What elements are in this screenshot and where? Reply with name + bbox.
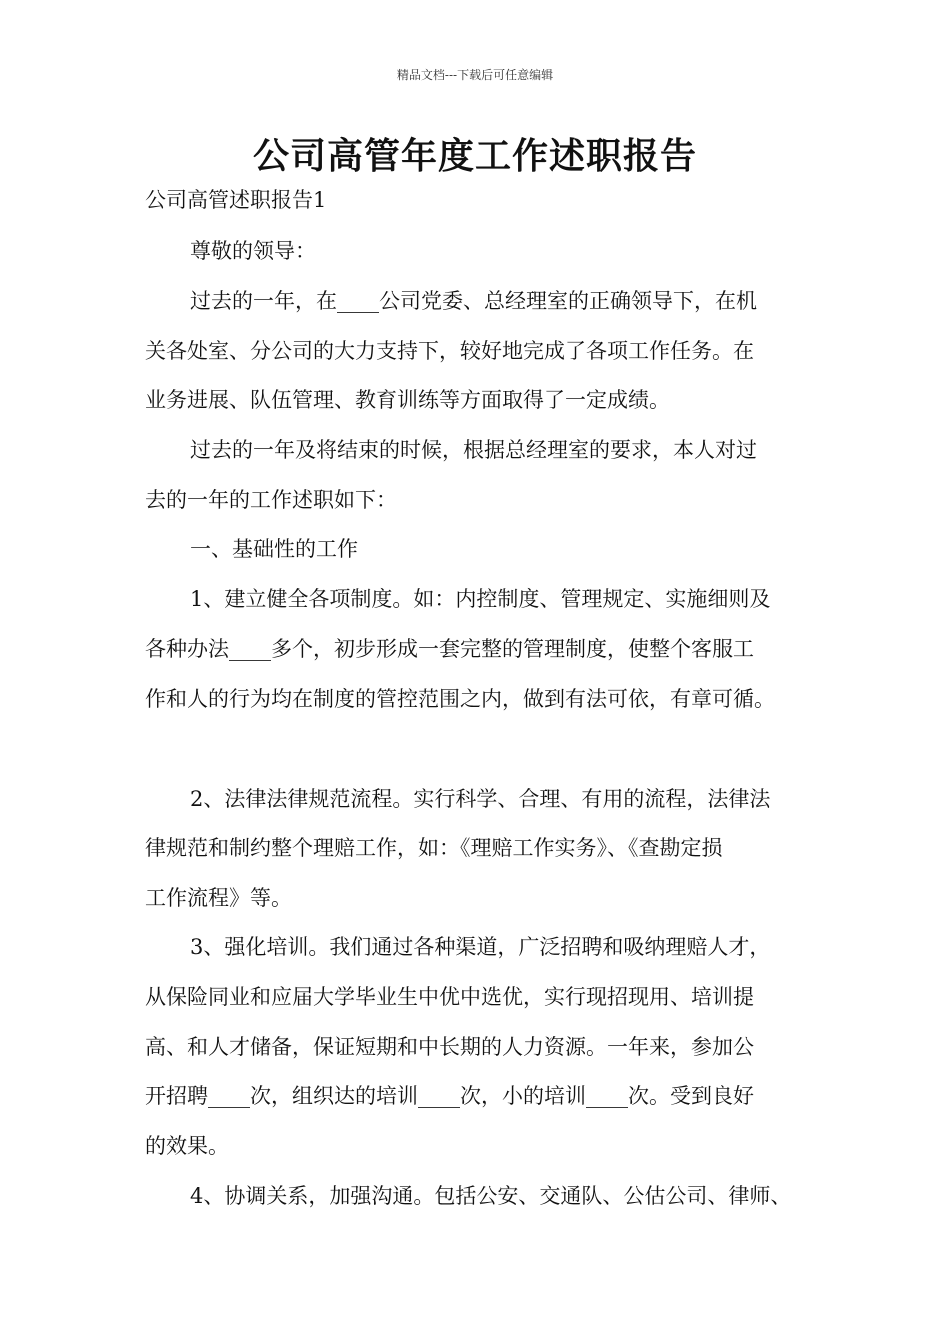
- paragraph-line: 的效果。: [145, 1134, 229, 1158]
- paragraph-line: 业务进展、队伍管理、教育训练等方面取得了一定成绩。: [145, 388, 670, 412]
- paragraph-line: 各种办法____多个，初步形成一套完整的管理制度，使整个客服工: [145, 637, 754, 661]
- document-title: 公司高管年度工作述职报告: [252, 136, 697, 177]
- salutation: 尊敬的领导：: [190, 239, 316, 263]
- paragraph-line: 去的一年的工作述职如下：: [145, 488, 397, 512]
- paragraph-line: 作和人的行为均在制度的管控范围之内，做到有法可依，有章可循。: [145, 687, 775, 711]
- paragraph-line: 律规范和制约整个理赔工作，如：《理赔工作实务》、《查勘定损: [145, 836, 723, 860]
- paragraph-line: 2、法律法律规范流程。实行科学、合理、有用的流程，法律法: [190, 787, 771, 811]
- subtitle: 公司高管述职报告1: [145, 188, 327, 212]
- paragraph-line: 1、建立健全各项制度。如：内控制度、管理规定、实施细则及: [190, 587, 771, 611]
- paragraph-line: 从保险同业和应届大学毕业生中优中选优，实行现招现用、培训提: [145, 985, 754, 1009]
- paragraph-line: 工作流程》等。: [145, 886, 292, 910]
- paragraph-line: 过去的一年，在____公司党委、总经理室的正确领导下，在机: [190, 289, 757, 313]
- paragraph-line: 开招聘____次，组织达的培训____次，小的培训____次。受到良好: [145, 1084, 754, 1108]
- paragraph-line: 过去的一年及将结束的时候，根据总经理室的要求，本人对过: [190, 438, 757, 462]
- paragraph-line: 3、强化培训。我们通过各种渠道，广泛招聘和吸纳理赔人才，: [190, 935, 771, 959]
- paragraph-line: 关各处室、分公司的大力支持下，较好地完成了各项工作任务。在: [145, 339, 754, 363]
- page-header: 精品文档---下载后可任意编辑: [396, 68, 554, 82]
- paragraph-line: 4、协调关系，加强沟通。包括公安、交通队、公估公司、律师、: [190, 1184, 792, 1208]
- paragraph-line: 高、和人才储备，保证短期和中长期的人力资源。一年来，参加公: [145, 1035, 754, 1059]
- section-heading: 一、基础性的工作: [190, 537, 358, 561]
